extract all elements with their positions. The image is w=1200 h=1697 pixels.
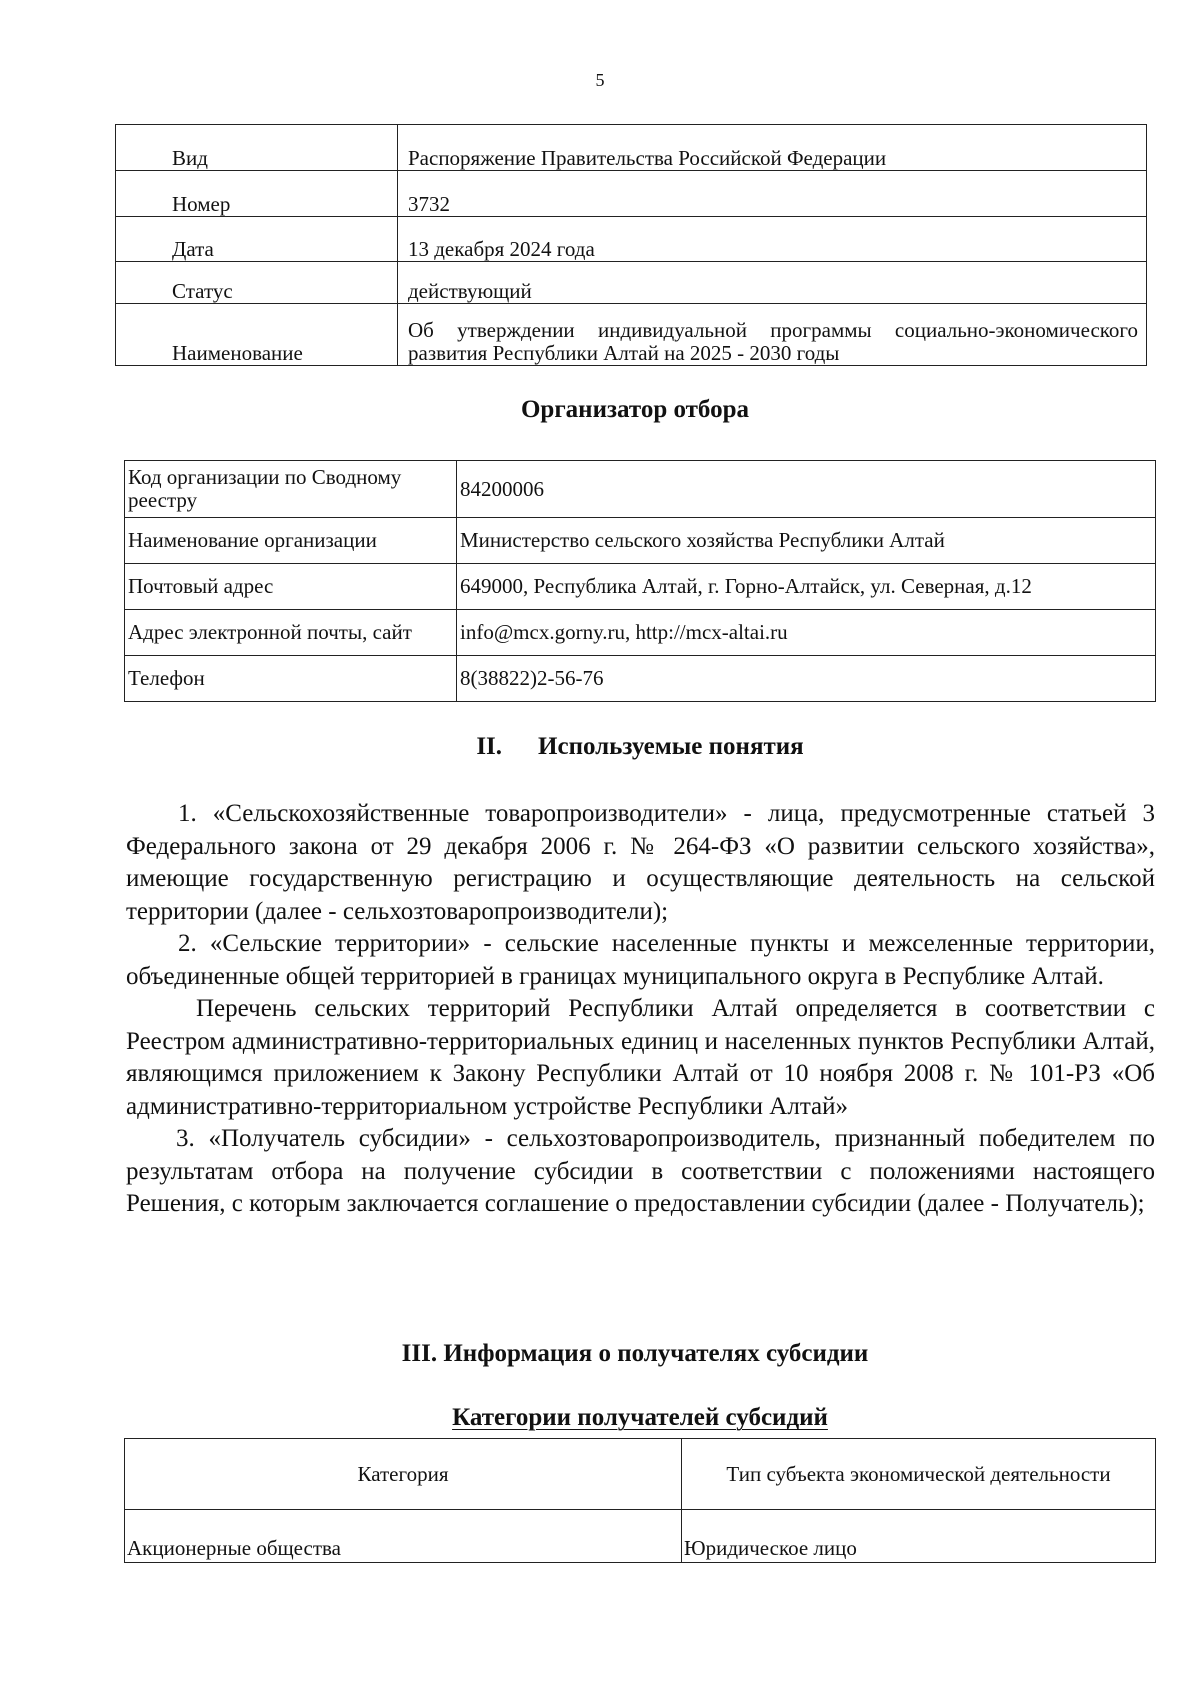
definition-paragraph: Перечень сельских территорий Республики Алтай определяется в соответствии с Реестром административно-территориальных единиц и населенных пунктов Республики Алтай, являющимся приложением к Закону Республики Алтай от 10 ноября 2008 г. № 101-РЗ «Об административно-территориальном устройстве Республики Алтай»: [126, 995, 1155, 1120]
doc-label-number: Номер: [116, 171, 398, 217]
cell-category: Акционерные общества: [125, 1510, 682, 1563]
definition-paragraph: 1. «Сельскохозяйственные товаропроизводители» - лица, предусмотренные статьей 3 Федерального закона от 29 декабря 2006 г. № 264-ФЗ «О развитии сельского хозяйства», имеющие государственную регистрацию и осуществляющие деятельность на сельской территории (далее - сельхозтоваропроизводители);: [126, 800, 1155, 925]
section3-heading: III. Информация о получателях субсидии: [401, 1340, 869, 1367]
doc-value-date: 13 декабря 2024 года: [398, 217, 1147, 262]
org-label-email: Адрес электронной почты, сайт: [125, 610, 457, 656]
table-header-row: [125, 1439, 1156, 1510]
org-value-phone: 8(38822)2-56-76: [457, 656, 1156, 702]
doc-value-name: Об утверждении индивидуальной программы социально-экономического развития Республики Алтай на 2025 - 2030 годы: [398, 304, 1147, 366]
categories-table-title: Категории получателей субсидий: [452, 1404, 828, 1431]
doc-label-type: Вид: [116, 125, 398, 171]
table-row: [125, 656, 1156, 702]
table-row: [116, 217, 1147, 262]
doc-value-status: действующий: [398, 262, 1147, 304]
doc-label-date: Дата: [116, 217, 398, 262]
page-number: 5: [595, 70, 605, 90]
org-value-code: 84200006: [457, 461, 1156, 518]
section2-body: [126, 798, 1155, 1221]
table-row: [125, 610, 1156, 656]
document-info-table: [115, 124, 1147, 366]
section2-heading: [40, 733, 1200, 761]
doc-label-status: Статус: [116, 262, 398, 304]
categories-table: [124, 1438, 1156, 1563]
table-row: [116, 125, 1147, 171]
table-row: [125, 461, 1156, 518]
section2-number: II.: [476, 733, 503, 760]
doc-value-type: Распоряжение Правительства Российской Федерации: [398, 125, 1147, 171]
organizer-heading: Организатор отбора: [520, 396, 750, 423]
definition-paragraph: 2. «Сельские территории» - сельские населенные пункты и межселенные территории, объединенные общей территорией в границах муниципального округа в Республике Алтай.: [126, 930, 1155, 990]
org-value-email: info@mcx.gorny.ru, http://mcx-altai.ru: [457, 610, 1156, 656]
section2-title: Используемые понятия: [538, 733, 804, 760]
doc-value-number: 3732: [398, 171, 1147, 217]
table-row: [116, 171, 1147, 217]
org-label-code: Код организации по Сводному реестру: [125, 461, 457, 518]
cell-type: Юридическое лицо: [682, 1510, 1156, 1563]
org-value-name: Министерство сельского хозяйства Республики Алтай: [457, 518, 1156, 564]
org-label-address: Почтовый адрес: [125, 564, 457, 610]
org-label-phone: Телефон: [125, 656, 457, 702]
table-row: [116, 262, 1147, 304]
doc-label-name: Наименование: [116, 304, 398, 366]
column-header-type: Тип субъекта экономической деятельности: [682, 1439, 1156, 1510]
column-header-category: Категория: [125, 1439, 682, 1510]
org-label-name: Наименование организации: [125, 518, 457, 564]
table-row: [125, 564, 1156, 610]
table-row: [116, 304, 1147, 366]
table-row: [125, 1510, 1156, 1563]
definition-paragraph: 3. «Получатель субсидии» - сельхозтоваропроизводитель, признанный победителем по результатам отбора на получение субсидии в соответствии с положениями настоящего Решения, с которым заключается соглашение о предоставлении субсидии (далее - Получатель);: [126, 1125, 1155, 1217]
table-row: [125, 518, 1156, 564]
org-value-address: 649000, Республика Алтай, г. Горно-Алтайск, ул. Северная, д.12: [457, 564, 1156, 610]
organizer-table: [124, 460, 1156, 702]
